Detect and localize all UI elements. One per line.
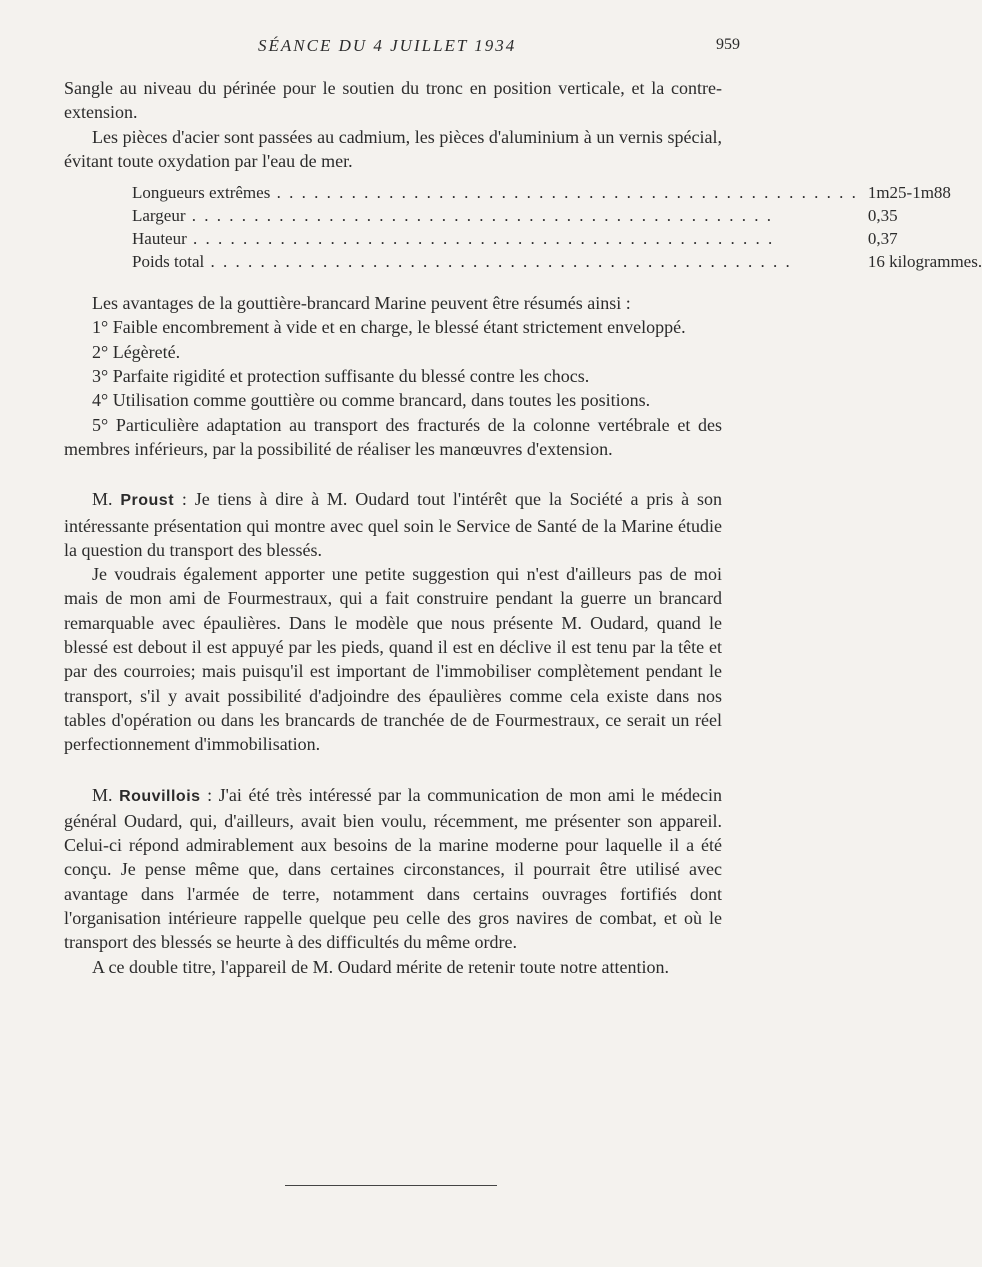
advantage-item: 2° Légèreté. xyxy=(92,341,181,362)
body-text xyxy=(64,76,982,979)
spec-label: Hauteur . . . xyxy=(132,227,858,250)
spec-value: 0,37 xyxy=(867,229,898,249)
advantage-item: 3° Parfaite rigidité et protection suffisante du blessé contre les chocs. xyxy=(92,366,590,387)
running-title: SÉANCE DU 4 JUILLET 1934 xyxy=(258,36,517,55)
proust-paragraph-1 xyxy=(64,487,722,562)
speaker-name-rouvillois: Rouvillois xyxy=(119,787,201,805)
spec-value: 1m25-1m88 xyxy=(867,183,951,203)
rouvillois-paragraph-1 xyxy=(64,783,722,955)
intro-paragraph-1: Sangle au niveau du périnée pour le soutien du tronc en position verticale, et la contre-extension. xyxy=(64,78,722,123)
spec-row xyxy=(132,204,982,227)
section-end-rule xyxy=(285,1185,497,1186)
spec-row xyxy=(132,227,982,250)
advantage-item: 4° Utilisation comme gouttière ou comme brancard, dans toutes les positions. xyxy=(92,390,651,411)
spec-label: Poids total . . . xyxy=(132,250,858,273)
proust-paragraph-2: Je voudrais également apporter une petite suggestion qui n'est d'ailleurs pas de moi mais de mon ami de Fourmestraux, qui a fait construire pendant la guerre un brancard remarquable avec épaulières. Dans le modèle que nous présente M. Oudard, quand le blessé est debout il est appuyé par les pieds, quand il est en déclive il est tenu par la tête et par des courroies; mais puisqu'il est important de l'immobiliser complètement pendant le transport, s'il y avait possibilité d'adjoindre des épaulières comme cela existe dans nos tables d'opération ou dans les brancards de tranchée de de Fourmestraux, ce serait un réel perfectionnement d'immobilisation. xyxy=(64,564,722,755)
proust-text: : Je tiens à dire à M. Oudard tout l'intérêt que la Société a pris à son intéressante présentation qui montre avec quel soin le Service de Santé de la Marine étudie la question du transport des blessés. xyxy=(64,489,722,560)
spec-value: 16 kilogrammes. xyxy=(867,252,982,272)
advantage-item: 5° Particulière adaptation au transport des fracturés de la colonne vertébrale et des membres inférieurs, par la possibilité de réaliser les manœuvres d'extension. xyxy=(64,414,722,459)
spec-label: Largeur . . . xyxy=(132,204,858,227)
speaker-prefix: M. xyxy=(92,489,121,510)
dimensions-table xyxy=(132,181,982,273)
spec-row xyxy=(132,250,982,273)
rouvillois-text: : J'ai été très intéressé par la communication de mon ami le médecin général Oudard, qui, d'ailleurs, avait bien voulu, récemment, me présenter son appareil. Celui-ci répond admirablement aux besoins de la marine moderne pour laquelle il a été conçu. Je pense même que, dans certaines circonstances, il pourrait être utilisé avec avantage dans l'armée de terre, notamment dans certains ouvrages fortifiés dont l'organisation intérieure rappelle quelque peu celle des gros navires de combat, et où le transport des blessés se heurte à des difficultés du même ordre. xyxy=(64,784,722,953)
spec-value: 0,35 xyxy=(867,206,898,226)
advantages-intro: Les avantages de la gouttière-brancard Marine peuvent être résumés ainsi : xyxy=(92,293,631,314)
intro-paragraph-2: Les pièces d'acier sont passées au cadmium, les pièces d'aluminium à un vernis spécial, évitant toute oxydation par l'eau de mer. xyxy=(64,126,722,171)
speaker-prefix: M. xyxy=(92,784,120,805)
page-number: 959 xyxy=(716,36,740,53)
advantage-item: 1° Faible encombrement à vide et en charge, le blessé étant strictement enveloppé. xyxy=(92,317,686,338)
spec-label: Longueurs extrêmes . . . xyxy=(132,181,858,204)
speaker-name-proust: Proust xyxy=(120,492,175,510)
rouvillois-paragraph-2: A ce double titre, l'appareil de M. Oudard mérite de retenir toute notre attention. xyxy=(92,956,670,977)
spec-row xyxy=(132,181,982,204)
